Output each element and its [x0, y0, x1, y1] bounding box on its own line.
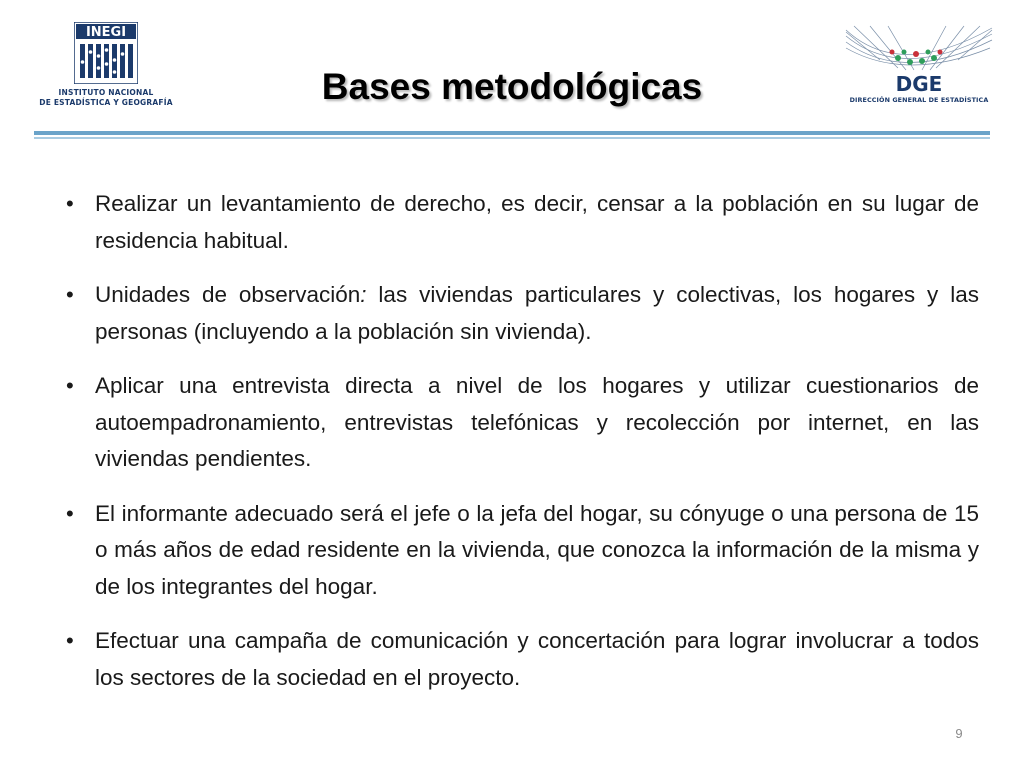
slide-title: Bases metodológicas [321, 66, 703, 107]
inegi-org-line-2: DE ESTADÍSTICA Y GEOGRAFÍA [39, 98, 173, 107]
bullet-glyph: • [66, 628, 74, 653]
bullet-list [66, 186, 979, 714]
bullet-glyph: • [66, 282, 74, 307]
bullet-glyph: • [66, 373, 74, 398]
bullet-item [66, 277, 979, 350]
page-number: 9 [955, 726, 963, 741]
bullet-rest: las viviendas particulares y colectivas, los hogares y las personas (incluyendo a la población sin vivienda). [95, 282, 979, 344]
bullet-glyph: • [66, 191, 74, 216]
inegi-logo-word: INEGI [85, 25, 127, 40]
bullet-item [66, 623, 979, 696]
dge-logo [840, 22, 998, 108]
bullet-lead: Unidades de observación [95, 282, 361, 307]
inegi-org-line-1: INSTITUTO NACIONAL [58, 88, 154, 97]
bullet-text: Efectuar una campaña de comunicación y concertación para lograr involucrar a todos los sectores de la sociedad en el proyecto. [95, 628, 979, 690]
header-divider-light [34, 137, 990, 139]
bullet-text: Realizar un levantamiento de derecho, es decir, censar a la población en su lugar de residencia habitual. [95, 191, 979, 253]
header-divider [34, 131, 990, 135]
dge-logo-word: DGE [895, 72, 943, 96]
bullet-item [66, 496, 979, 606]
dge-caption: DIRECCIÓN GENERAL DE ESTADÍSTICA [849, 96, 989, 104]
bullet-text: Aplicar una entrevista directa a nivel de los hogares y utilizar cuestionarios de autoempadronamiento, entrevistas telefónicas y recolección por internet, en las viviendas pendientes. [95, 373, 979, 471]
bullet-text: El informante adecuado será el jefe o la jefa del hogar, su cónyuge o una persona de 15 o más años de edad residente en la vivienda, que conozca la información de la misma y de los integrantes del hogar. [95, 500, 979, 599]
bullet-glyph: • [66, 500, 74, 526]
bullet-item [66, 186, 979, 259]
dge-logo-mark [840, 22, 998, 96]
bullet-colon: : [360, 282, 367, 307]
bullet-item [66, 368, 979, 478]
